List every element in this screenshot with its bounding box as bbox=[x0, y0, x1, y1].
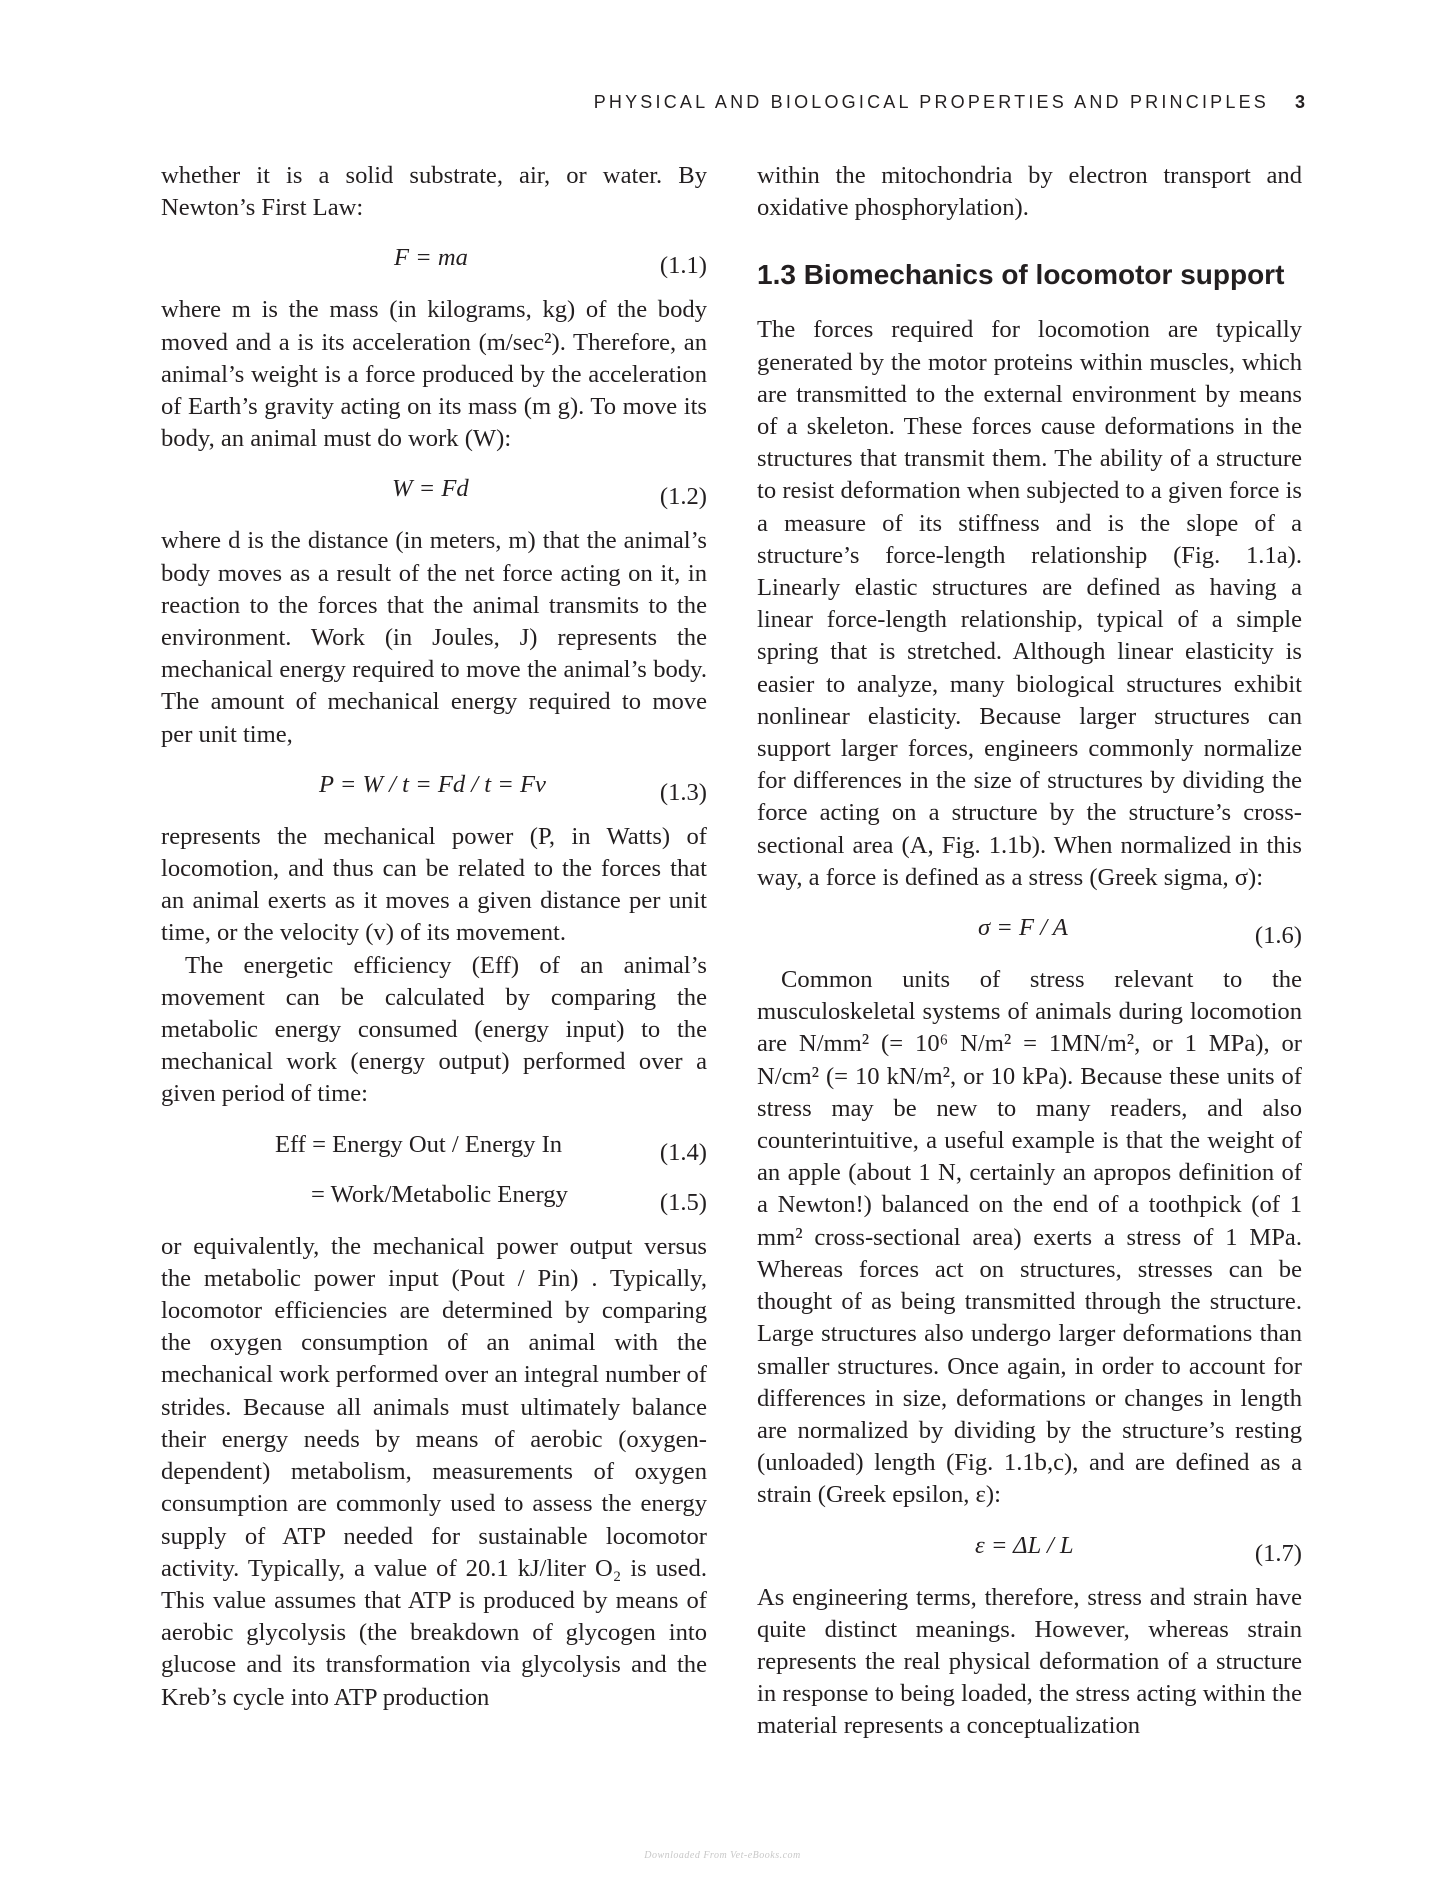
equation-number: (1.7) bbox=[1254, 1539, 1302, 1567]
equation-1-6 bbox=[757, 912, 1302, 950]
equation-1-2 bbox=[161, 473, 707, 511]
equation-number: (1.2) bbox=[659, 483, 707, 511]
section-heading: 1.3 Biomechanics of locomotor support bbox=[757, 259, 1285, 291]
paragraph: or equivalently, the mechanical power output versus the metabolic power input (Pout / Pin) . Typically, locomotor efficiencies are determined by comparing the oxygen consumption of an animal with the mechanical work performed over an integral number of strides. Because all animals must ultimately balance their energy needs by means of aerobic (oxygen-dependent) metabolism, measurements of oxygen consumption are commonly used to assess the energy supply of ATP needed for sustainable locomotor activity. Typically, a value of 20.1 kJ/liter O₂ is used. This value assumes that ATP is produced by means of aerobic glycolysis (the breakdown of glycogen into glucose and its transformation via glycolysis and the Kreb’s cycle into ATP production bbox=[161, 1232, 707, 1711]
running-title: PHYSICAL AND BIOLOGICAL PROPERTIES AND PRINCIPLES bbox=[593, 92, 1269, 112]
watermark: Downloaded From Vet-eBooks.com bbox=[644, 1850, 801, 1861]
equation-expression: σ = F / A bbox=[978, 914, 1068, 942]
page-number: 3 bbox=[1294, 92, 1305, 112]
paragraph: Common units of stress relevant to the musculoskeletal systems of animals during locomotion are N/mm² (= 10⁶ N/m² = 1MN/m², or 1 MPa), or N/cm² (= 10 kN/m², or 10 kPa). Because these units of stress may be new to many readers, and also counterintuitive, a useful example is that the weight of an apple (about 1 N, certainly an apropos definition of a Newton!) balanced on the end of a toothpick (of 1 mm² cross-sectional area) exerts a stress of 1 MPa. Whereas forces act on structures, stresses can be thought of as being transmitted through the structure. Large structures also undergo larger deformations than smaller structures. Once again, in order to account for differences in size, deformations or changes in length are normalized by dividing by the structure’s resting (unloaded) length (Fig. 1.1b,c), and are defined as a strain (Greek epsilon, ε): bbox=[757, 966, 1302, 1509]
equation-expression: P = W / t = Fd / t = Fv bbox=[319, 770, 546, 798]
paragraph: within the mitochondria by electron transport and oxidative phosphorylation). bbox=[757, 162, 1302, 222]
equation-expression: W = Fd bbox=[392, 475, 469, 503]
equation-number: (1.3) bbox=[659, 778, 707, 806]
running-header bbox=[594, 92, 1305, 113]
equation-number: (1.1) bbox=[659, 252, 707, 280]
paragraph: The energetic efficiency (Eff) of an animal’s movement can be calculated by comparing the metabolic energy consumed (energy input) to the mechanical work (energy output) performed over a given period of time: bbox=[161, 951, 707, 1108]
equation-1-7 bbox=[757, 1530, 1302, 1567]
paragraph: represents the mechanical power (P, in Watts) of locomotion, and thus can be related to the forces that an animal exerts as it moves a given distance per unit time, or the velocity (v) of its movement. bbox=[161, 822, 707, 947]
paragraph: The forces required for locomotion are typically generated by the motor proteins within muscles, which are transmitted to the external environment by means of a skeleton. These forces cause deformations in the structures that transmit them. The ability of a structure to resist deformation when subjected to a given force is a measure of its stiffness and is the slope of a structure’s force-length relationship (Fig. 1.1a). Linearly elastic structures are defined as having a linear force-length relationship, typical of a simple spring that is stretched. Although linear elasticity is easier to analyze, many biological structures exhibit nonlinear elasticity. Because larger structures can support larger forces, engineers commonly normalize for differences in the size of structures by dividing the force acting on a structure by the structure’s cross-sectional area (A, Fig. 1.1b). When normalized in this way, a force is defined as a stress (Greek sigma, σ): bbox=[757, 316, 1302, 891]
equation-number: (1.6) bbox=[1254, 922, 1302, 950]
equation-1-4 bbox=[161, 1129, 707, 1166]
equation-expression: Eff = Energy Out / Energy In bbox=[275, 1130, 563, 1158]
paragraph: where m is the mass (in kilograms, kg) of the body moved and a is its acceleration (m/sec²). Therefore, an animal’s weight is a force produced by the acceleration of Earth’s gravity acting on its mass (m g). To move its body, an animal must do work (W): bbox=[161, 296, 707, 453]
equation-1-1 bbox=[161, 242, 707, 280]
equation-1-5 bbox=[161, 1179, 707, 1216]
equation-expression: F = ma bbox=[394, 244, 468, 272]
right-column bbox=[757, 160, 1302, 1743]
equation-expression: = Work/Metabolic Energy bbox=[311, 1180, 568, 1208]
equation-1-3 bbox=[161, 769, 707, 806]
equation-expression: ε = ΔL / L bbox=[975, 1531, 1074, 1559]
left-column bbox=[161, 160, 707, 1714]
equation-number: (1.4) bbox=[659, 1138, 707, 1166]
paragraph: whether it is a solid substrate, air, or water. By Newton’s First Law: bbox=[161, 162, 707, 222]
equation-number: (1.5) bbox=[659, 1188, 707, 1216]
paragraph: where d is the distance (in meters, m) that the animal’s body moves as a result of the net force acting on it, in reaction to the forces that the animal transmits to the environment. Work (in Joules, J) represents the mechanical energy required to move the animal’s body. The amount of mechanical energy required to move per unit time, bbox=[161, 527, 707, 748]
paragraph: As engineering terms, therefore, stress and strain have quite distinct meanings. However, whereas strain represents the real physical deformation of a structure in response to being loaded, the stress acting within the material represents a conceptualization bbox=[757, 1583, 1302, 1740]
